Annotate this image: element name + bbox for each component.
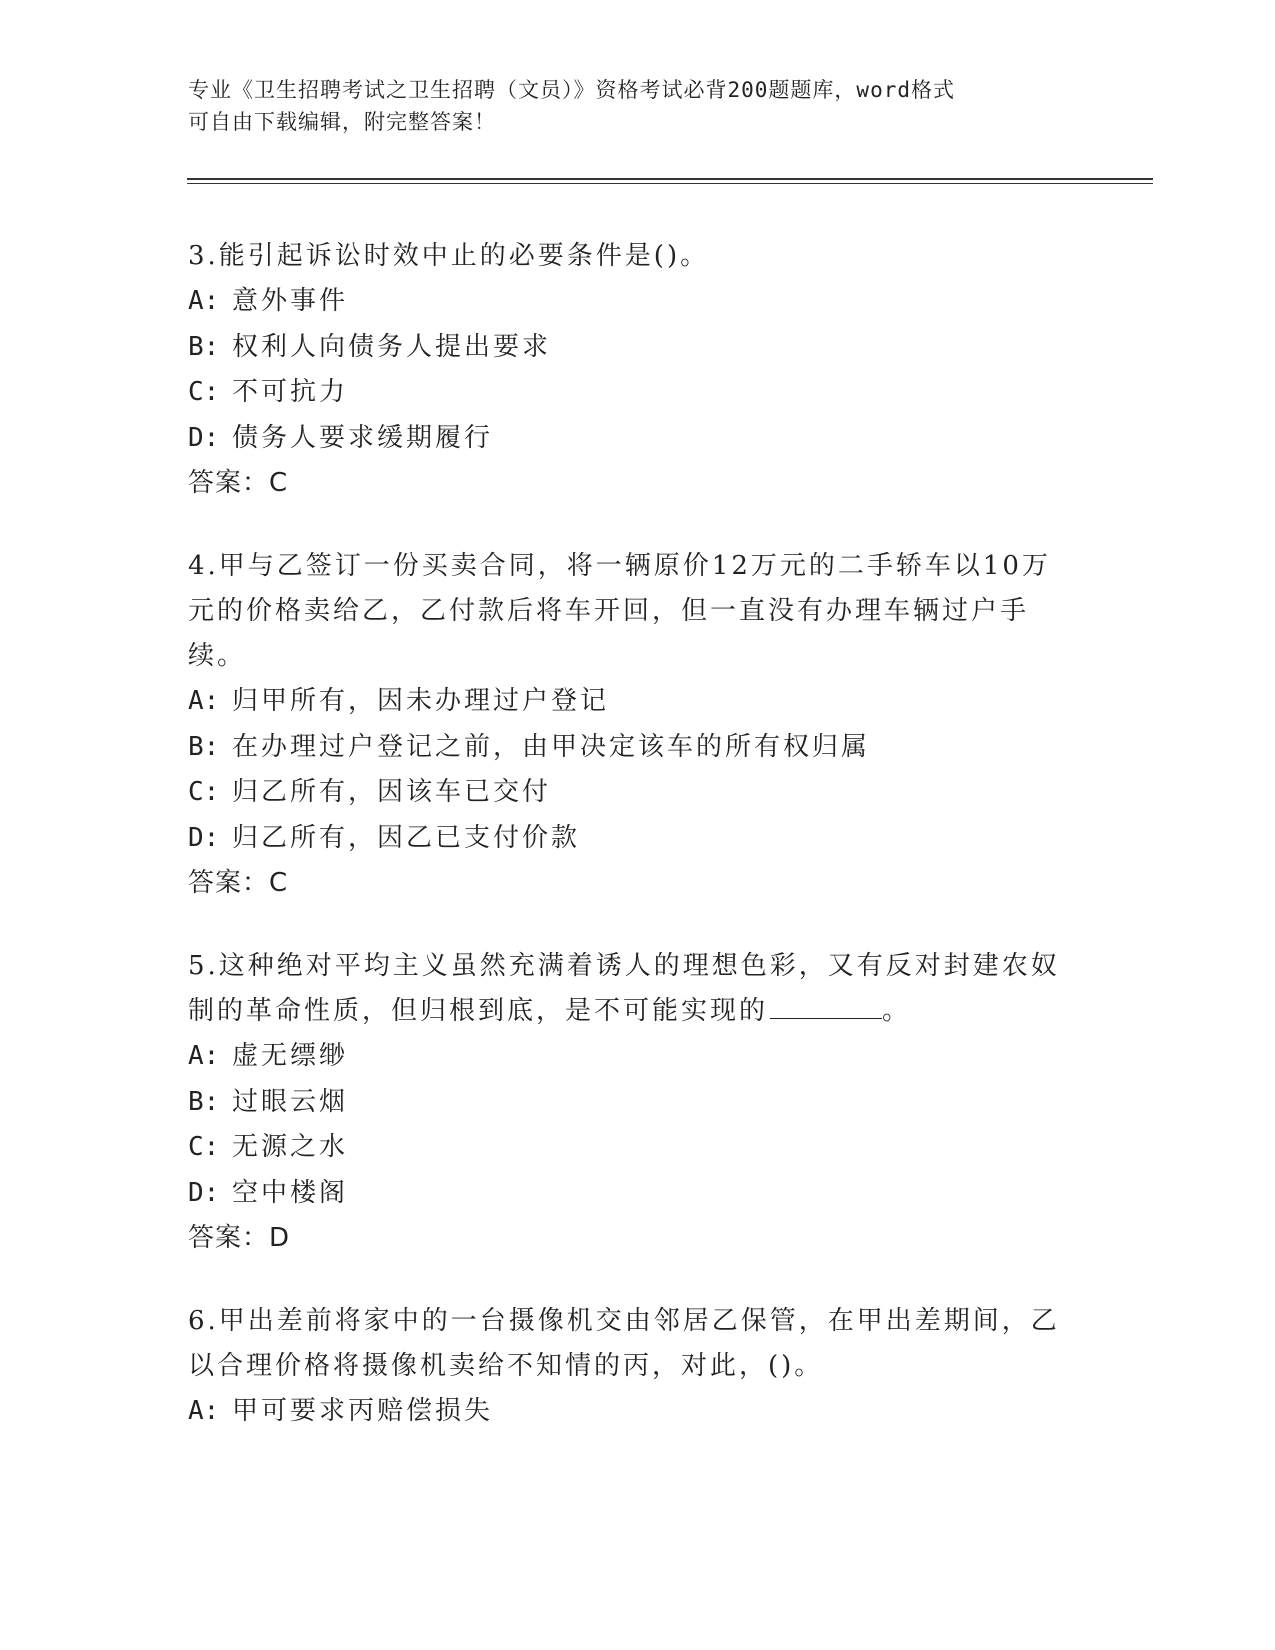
option-text: 不可抗力 (232, 377, 349, 407)
option-label: D: (188, 1177, 220, 1208)
option-text: 债务人要求缓期履行 (232, 422, 494, 453)
option-label: A: (188, 1396, 220, 1426)
option-text: 空中楼阁 (232, 1177, 349, 1208)
option-c (188, 770, 1068, 816)
option-text: 归乙所有，因该车已交付 (232, 777, 552, 807)
question-6 (188, 1299, 1068, 1435)
question-list (188, 234, 1068, 1473)
option-text: 权利人向债务人提出要求 (232, 331, 552, 362)
answer-line: 答案：C (188, 868, 289, 898)
option-b (188, 725, 1068, 771)
option-a (188, 279, 1068, 325)
option-label: A: (188, 686, 220, 716)
option-label: B: (188, 731, 220, 762)
header-line-1: 专业《卫生招聘考试之卫生招聘（文员）》资格考试必背200题题库，word格式 (188, 78, 955, 102)
option-b (188, 1080, 1068, 1126)
option-text: 归甲所有，因未办理过户登记 (232, 686, 610, 716)
question-stem: 3.能引起诉讼时效中止的必要条件是()。 (188, 241, 710, 271)
header-rule-thin (187, 183, 1153, 184)
answer-line: 答案：C (188, 468, 289, 498)
question-4 (188, 544, 1068, 906)
option-d (188, 1171, 1068, 1217)
option-label: A: (188, 1041, 220, 1071)
option-text: 甲可要求丙赔偿损失 (232, 1396, 494, 1426)
option-label: C: (188, 377, 220, 407)
question-stem (188, 944, 1068, 1034)
question-5 (188, 944, 1068, 1261)
option-a (188, 679, 1068, 725)
option-d (188, 416, 1068, 462)
header-rule-thick (187, 178, 1153, 180)
option-b (188, 325, 1068, 371)
option-c (188, 1125, 1068, 1171)
option-d (188, 816, 1068, 862)
answer-line: 答案：D (188, 1223, 291, 1253)
option-label: C: (188, 1132, 220, 1162)
document-header (188, 74, 1068, 138)
question-stem: 4.甲与乙签订一份买卖合同，将一辆原价12万元的二手轿车以10万元的价格卖给乙，乙付款后将车开回，但一直没有办理车辆过户手续。 (188, 551, 1051, 671)
option-text: 意外事件 (232, 286, 349, 316)
option-label: B: (188, 1086, 220, 1117)
option-text: 归乙所有，因乙已支付价款 (232, 822, 581, 853)
option-label: A: (188, 286, 220, 316)
question-stem-tail: 。 (882, 996, 912, 1026)
option-text: 过眼云烟 (232, 1086, 349, 1117)
option-a (188, 1389, 1068, 1435)
option-c (188, 370, 1068, 416)
option-text: 在办理过户登记之前，由甲决定该车的所有权归属 (232, 731, 871, 762)
question-stem: 6.甲出差前将家中的一台摄像机交由邻居乙保管，在甲出差期间，乙以合理价格将摄像机卖给不知情的丙，对此，()。 (188, 1306, 1060, 1381)
question-3 (188, 234, 1068, 506)
option-text: 无源之水 (232, 1132, 349, 1162)
question-stem-text: 5.这种绝对平均主义虽然充满着诱人的理想色彩，又有反对封建农奴制的革命性质，但归根到底，是不可能实现的 (188, 951, 1060, 1026)
option-label: D: (188, 422, 220, 453)
option-label: D: (188, 822, 220, 853)
option-a (188, 1034, 1068, 1080)
header-line-2: 可自由下载编辑，附完整答案！ (188, 110, 496, 134)
option-label: B: (188, 331, 220, 362)
option-label: C: (188, 777, 220, 807)
option-text: 虚无缥缈 (232, 1041, 349, 1071)
fill-in-blank (770, 990, 882, 1019)
